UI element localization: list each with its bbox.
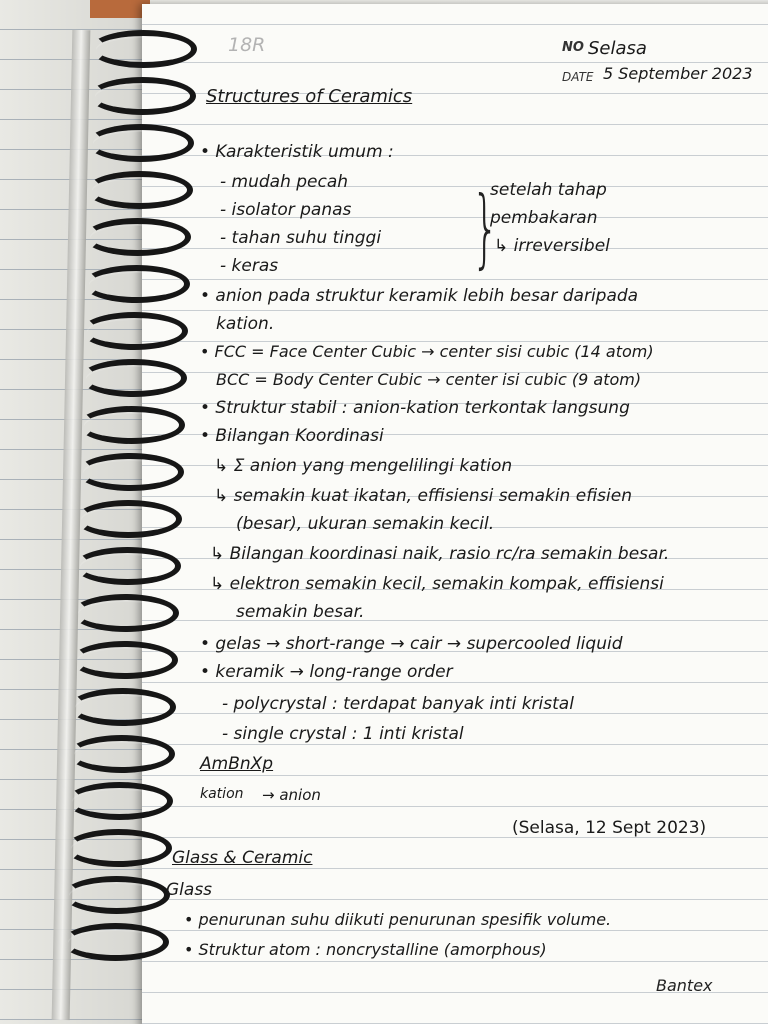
formula-label-anion: → anion bbox=[262, 786, 321, 804]
page-title: Structures of Ceramics bbox=[206, 86, 413, 107]
binding-ring bbox=[77, 453, 184, 491]
page-number: 18R bbox=[228, 34, 266, 56]
binding-ring bbox=[63, 876, 170, 914]
note-line: - mudah pecah bbox=[220, 172, 349, 192]
binding-ring bbox=[83, 265, 190, 303]
day-value: Selasa bbox=[588, 38, 647, 59]
binding-ring bbox=[81, 312, 188, 350]
note-line: • FCC = Face Center Cubic → center sisi cubic (14 atom) bbox=[200, 342, 654, 361]
brand-logo: Bantex bbox=[656, 976, 713, 995]
note-line: - isolator panas bbox=[220, 200, 352, 220]
note-line: ↳ semakin kuat ikatan, effisiensi semakin efisien bbox=[214, 486, 632, 506]
note-line: • Bilangan Koordinasi bbox=[200, 426, 384, 446]
note-line: ↳ elektron semakin kecil, semakin kompak, effisiensi bbox=[210, 574, 664, 594]
date-label: DATE bbox=[562, 70, 594, 84]
brace-icon: } bbox=[471, 178, 500, 278]
cover-edge bbox=[90, 0, 150, 18]
binding-ring bbox=[87, 124, 194, 162]
binding-ring bbox=[75, 500, 182, 538]
note-line: kation. bbox=[216, 314, 275, 334]
note-line: • Struktur atom : noncrystalline (amorphous) bbox=[184, 940, 547, 959]
note-line: BCC = Body Center Cubic → center isi cubic (9 atom) bbox=[216, 370, 642, 389]
note-line: • gelas → short-range → cair → supercooled liquid bbox=[200, 634, 623, 654]
binding-ring bbox=[80, 359, 187, 397]
binding-ring bbox=[84, 218, 191, 256]
no-label: NO bbox=[562, 40, 584, 55]
binding-ring bbox=[89, 77, 196, 115]
binding-ring bbox=[74, 547, 181, 585]
note-line: ↳ Σ anion yang mengelilingi kation bbox=[214, 456, 513, 476]
binding-ring bbox=[72, 594, 179, 632]
note-line: (besar), ukuran semakin kecil. bbox=[236, 514, 495, 534]
subsection-title: Glass bbox=[166, 880, 213, 900]
note-line: • Karakteristik umum : bbox=[200, 142, 394, 162]
binding-ring bbox=[90, 30, 197, 68]
note-line: - tahan suhu tinggi bbox=[220, 228, 382, 248]
binding-ring bbox=[68, 735, 175, 773]
formula-label-kation: kation bbox=[200, 786, 244, 802]
note-line: - keras bbox=[220, 256, 279, 276]
side-note-line: ↳ irreversibel bbox=[494, 236, 610, 256]
note-line: - single crystal : 1 inti kristal bbox=[222, 724, 464, 744]
side-note-line: pembakaran bbox=[490, 208, 598, 228]
binding-ring bbox=[62, 923, 169, 961]
binding-ring bbox=[69, 688, 176, 726]
spiral-binding bbox=[70, 30, 160, 990]
binding-ring bbox=[71, 641, 178, 679]
note-line: • Struktur stabil : anion-kation terkontak langsung bbox=[200, 398, 630, 418]
formula: AmBnXp bbox=[200, 754, 274, 774]
note-line: • keramik → long-range order bbox=[200, 662, 453, 682]
note-line: • anion pada struktur keramik lebih besar daripada bbox=[200, 286, 639, 306]
binding-ring bbox=[66, 782, 173, 820]
section-title: Glass & Ceramic bbox=[172, 848, 313, 868]
date-value: 5 September 2023 bbox=[603, 64, 753, 83]
note-line: - polycrystal : terdapat banyak inti kristal bbox=[222, 694, 574, 714]
note-line: semakin besar. bbox=[236, 602, 365, 622]
binding-ring bbox=[78, 406, 185, 444]
note-line: • penurunan suhu diikuti penurunan spesifik volume. bbox=[184, 910, 612, 929]
note-line: ↳ Bilangan koordinasi naik, rasio rc/ra semakin besar. bbox=[210, 544, 670, 564]
date-entry: (Selasa, 12 Sept 2023) bbox=[512, 818, 707, 838]
binding-ring bbox=[65, 829, 172, 867]
side-note-line: setelah tahap bbox=[490, 180, 607, 200]
binding-ring bbox=[86, 171, 193, 209]
